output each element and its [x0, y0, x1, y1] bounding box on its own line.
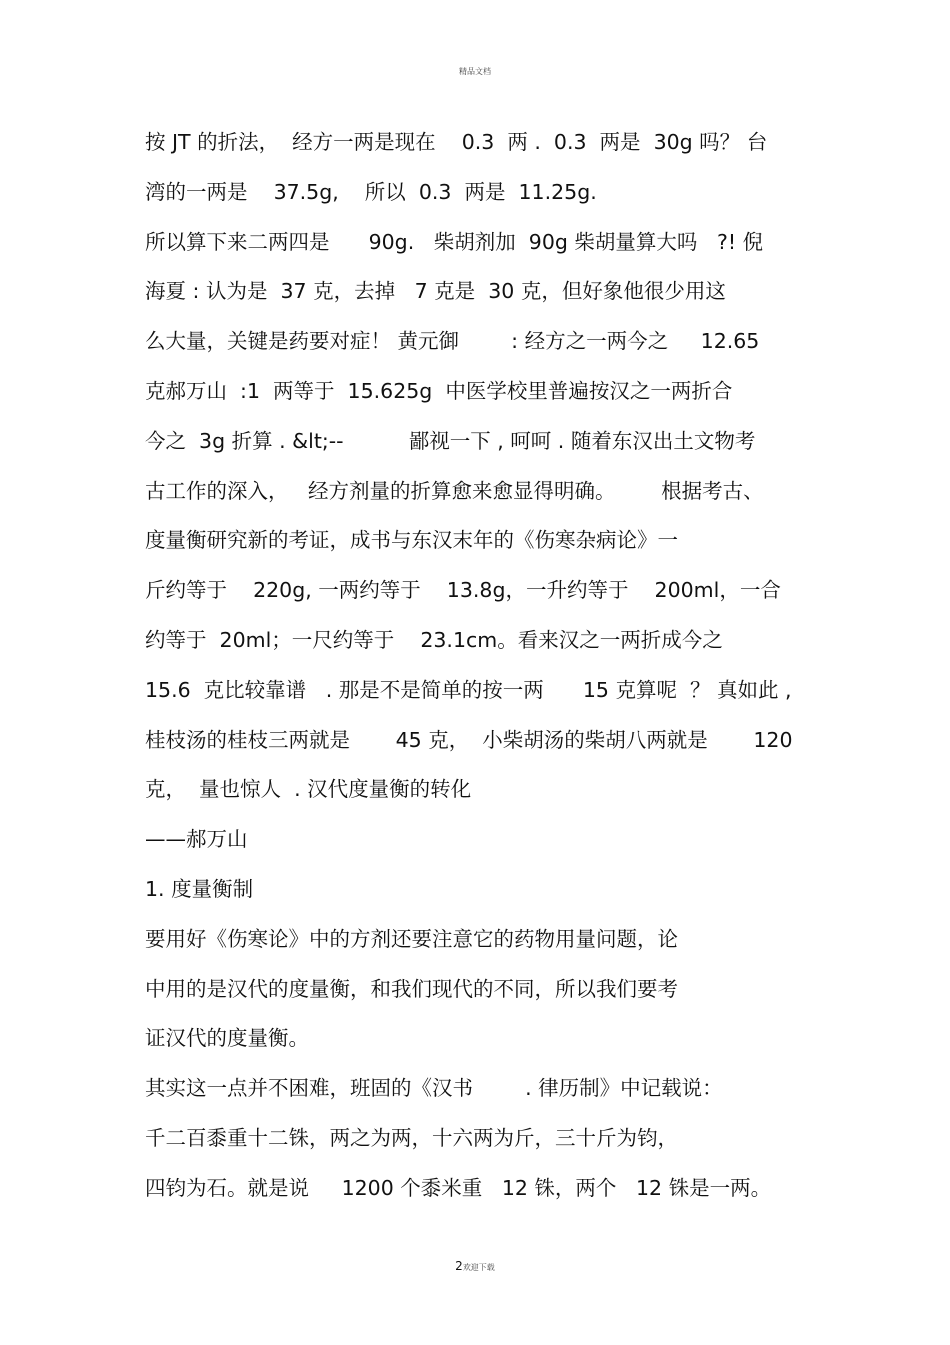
- text-line: 按 JT 的折法， 经方一两是现在 0.3 两 . 0.3 两是 30g 吗？ 台: [145, 130, 768, 154]
- text-line: 证汉代的度量衡。: [145, 1026, 309, 1051]
- text-line: 么大量，关键是药要对症！ 黄元御 : 经方之一两今之 12.65: [145, 329, 760, 354]
- page-footer: [0, 1259, 950, 1273]
- body-text: [145, 124, 835, 1220]
- text-line: 中用的是汉代的度量衡，和我们现代的不同，所以我们要考: [145, 976, 678, 1001]
- text-line: 千二百黍重十二铢，两之为两，十六两为斤，三十斤为钧，: [145, 1125, 678, 1150]
- text-line: 约等于 20ml；一尺约等于 23.1cm。看来汉之一两折成今之: [145, 627, 723, 652]
- text-line: 克， 量也惊人 . 汉代度量衡的转化: [145, 777, 472, 802]
- text-line: 度量衡研究新的考证，成书与东汉末年的《伤寒杂病论》一: [145, 528, 678, 553]
- text-line: 克郝万山 :1 两等于 15.625g 中医学校里普遍按汉之一两折合: [145, 378, 733, 403]
- text-line: 所以算下来二两四是 90g. 柴胡剂加 90g 柴胡量算大吗 ?! 倪: [145, 229, 764, 254]
- footer-text: 欢迎下载: [462, 1263, 495, 1272]
- page-number: 2: [455, 1259, 463, 1273]
- text-line: 四钧为石。就是说 1200 个黍米重 12 铢，两个 12 铢是一两。: [145, 1175, 772, 1200]
- page-header: 精品文档: [459, 67, 491, 76]
- text-line: 今之 3g 折算 . &lt;-- 鄙视一下 , 呵呵 . 随着东汉出土文物考: [145, 428, 756, 453]
- text-line: 古工作的深入， 经方剂量的折算愈来愈显得明确。 根据考古、: [145, 478, 764, 503]
- text-line: 其实这一点并不困难，班固的《汉书 . 律历制》中记载说：: [145, 1076, 723, 1101]
- text-line: 斤约等于 220g, 一两约等于 13.8g，一升约等于 200ml，一合: [145, 578, 781, 603]
- text-line: 桂枝汤的桂枝三两就是 45 克， 小柴胡汤的柴胡八两就是 120: [145, 727, 793, 752]
- text-line: ——郝万山: [145, 827, 248, 852]
- text-line: 海夏 : 认为是 37 克，去掉 7 克是 30 克，但好象他很少用这: [145, 279, 726, 304]
- text-line: 湾的一两是 37.5g, 所以 0.3 两是 11.25g.: [145, 179, 597, 204]
- text-line: 1. 度量衡制: [145, 876, 254, 901]
- text-line: 要用好《伤寒论》中的方剂还要注意它的药物用量问题，论: [145, 926, 678, 951]
- text-line: 15.6 克比较靠谱 . 那是不是简单的按一两 15 克算呢 ？ 真如此 ,: [145, 677, 792, 702]
